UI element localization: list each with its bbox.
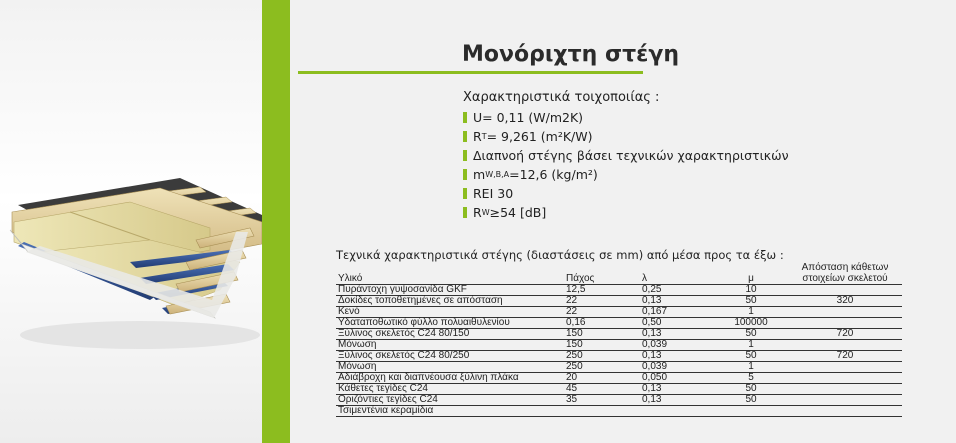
cell-mu: 10: [714, 285, 788, 296]
characteristic-sound-insulation: R W ≥54 [dB]: [463, 203, 789, 222]
characteristics-heading: Χαρακτηριστικά τοιχοποιίας :: [463, 90, 660, 105]
cell-lambda: 0,050: [640, 373, 714, 384]
table-row: [336, 395, 902, 406]
cell-mu: 100000: [714, 318, 788, 329]
cell-mu: 1: [714, 340, 788, 351]
cell-lambda: 0,13: [640, 384, 714, 395]
cell-mu: [714, 406, 788, 417]
cell-material: Τσιμεντένια κεραμίδια: [336, 406, 564, 417]
table-row: [336, 406, 902, 417]
cell-distance: [788, 384, 902, 395]
cell-lambda: 0,13: [640, 296, 714, 307]
table-row: [336, 329, 902, 340]
table-row: [336, 384, 902, 395]
characteristics-list: [463, 108, 789, 222]
bullet-icon: [463, 131, 467, 142]
cell-mu: 50: [714, 351, 788, 362]
cell-thickness: 45: [564, 384, 640, 395]
cell-lambda: 0,13: [640, 351, 714, 362]
table-row: [336, 351, 902, 362]
layers-table: [336, 262, 902, 417]
cell-distance: [788, 395, 902, 406]
cell-thickness: 22: [564, 307, 640, 318]
cell-lambda: 0,50: [640, 318, 714, 329]
bullet-icon: [463, 169, 467, 180]
cell-mu: 50: [714, 329, 788, 340]
cell-thickness: 12,5: [564, 285, 640, 296]
cell-material: Δοκίδες τοποθετημένες σε απόσταση: [336, 296, 564, 307]
cell-distance: [788, 373, 902, 384]
cell-lambda: 0,167: [640, 307, 714, 318]
bullet-icon: [463, 207, 467, 218]
cell-thickness: 250: [564, 362, 640, 373]
cell-thickness: 35: [564, 395, 640, 406]
cell-thickness: 150: [564, 340, 640, 351]
table-body: [336, 285, 902, 417]
cell-material: Αδιάβροχη και διαπνέουσα ξύλινη πλάκα: [336, 373, 564, 384]
cell-mu: 50: [714, 296, 788, 307]
cell-distance: [788, 362, 902, 373]
cell-thickness: 0,16: [564, 318, 640, 329]
table-row: [336, 340, 902, 351]
cell-material: Υδαταποθωτικό φύλλο πολυαιθυλενίου: [336, 318, 564, 329]
cell-thickness: 20: [564, 373, 640, 384]
cell-material: Οριζόντιες τεγίδες C24: [336, 395, 564, 406]
table-row: [336, 307, 902, 318]
cell-distance: [788, 406, 902, 417]
cell-distance: 320: [788, 296, 902, 307]
cell-lambda: 0,13: [640, 395, 714, 406]
cell-material: Μόνωση: [336, 340, 564, 351]
cell-lambda: 0,039: [640, 340, 714, 351]
header-thickness: Πάχος: [566, 273, 595, 284]
cell-mu: 5: [714, 373, 788, 384]
cell-distance: 720: [788, 329, 902, 340]
cell-mu: 1: [714, 307, 788, 318]
cell-distance: 720: [788, 351, 902, 362]
cell-distance: [788, 318, 902, 329]
table-header-row: [336, 262, 902, 285]
characteristic-thermal-resistance: R T = 9,261 (m²K/W): [463, 127, 789, 146]
header-mu: μ: [748, 273, 754, 284]
cell-lambda: 0,039: [640, 362, 714, 373]
table-row: [336, 296, 902, 307]
accent-bar: [262, 0, 290, 443]
cell-thickness: [564, 406, 640, 417]
roof-illustration-panel: [0, 0, 262, 443]
header-distance: Απόσταση κάθετων στοιχείων σκελετού: [801, 262, 889, 284]
cell-material: Ξύλινος σκελετός C24 80/250: [336, 351, 564, 362]
table-heading: Τεχνικά χαρακτηριστικά στέγης (διαστάσεις σε mm) από μέσα προς τα έξω :: [336, 248, 784, 262]
bullet-icon: [463, 150, 467, 161]
table-row: [336, 318, 902, 329]
characteristic-fire-rating: REI 30: [463, 184, 789, 203]
roof-section-illustration: [0, 0, 262, 443]
header-lambda: λ: [642, 273, 647, 284]
table-row: [336, 285, 902, 296]
cell-material: Πυράντοχη γυψοσανίδα GKF: [336, 285, 564, 296]
cell-lambda: 0,25: [640, 285, 714, 296]
page-title: Μονόριχτη στέγη: [462, 42, 680, 67]
cell-material: Ξύλινος σκελετός C24 80/150: [336, 329, 564, 340]
cell-mu: 50: [714, 384, 788, 395]
cell-lambda: 0,13: [640, 329, 714, 340]
characteristic-u-value: U= 0,11 (W/m2K): [463, 108, 789, 127]
bullet-icon: [463, 112, 467, 123]
cell-mu: 50: [714, 395, 788, 406]
header-material: Υλικό: [338, 273, 363, 284]
cell-material: Κενό: [336, 307, 564, 318]
cell-distance: [788, 307, 902, 318]
cell-thickness: 22: [564, 296, 640, 307]
bullet-icon: [463, 188, 467, 199]
characteristic-mass: m W,B,A =12,6 (kg/m²): [463, 165, 789, 184]
cell-material: Μόνωση: [336, 362, 564, 373]
table-row: [336, 373, 902, 384]
title-underline: [298, 71, 643, 74]
cell-lambda: [640, 406, 714, 417]
characteristic-breathability: Διαπνοή στέγης βάσει τεχνικών χαρακτηριστικών: [463, 146, 789, 165]
cell-mu: 1: [714, 362, 788, 373]
cell-distance: [788, 285, 902, 296]
cell-distance: [788, 340, 902, 351]
cell-thickness: 150: [564, 329, 640, 340]
cell-material: Κάθετες τεγίδες C24: [336, 384, 564, 395]
cell-thickness: 250: [564, 351, 640, 362]
table-row: [336, 362, 902, 373]
